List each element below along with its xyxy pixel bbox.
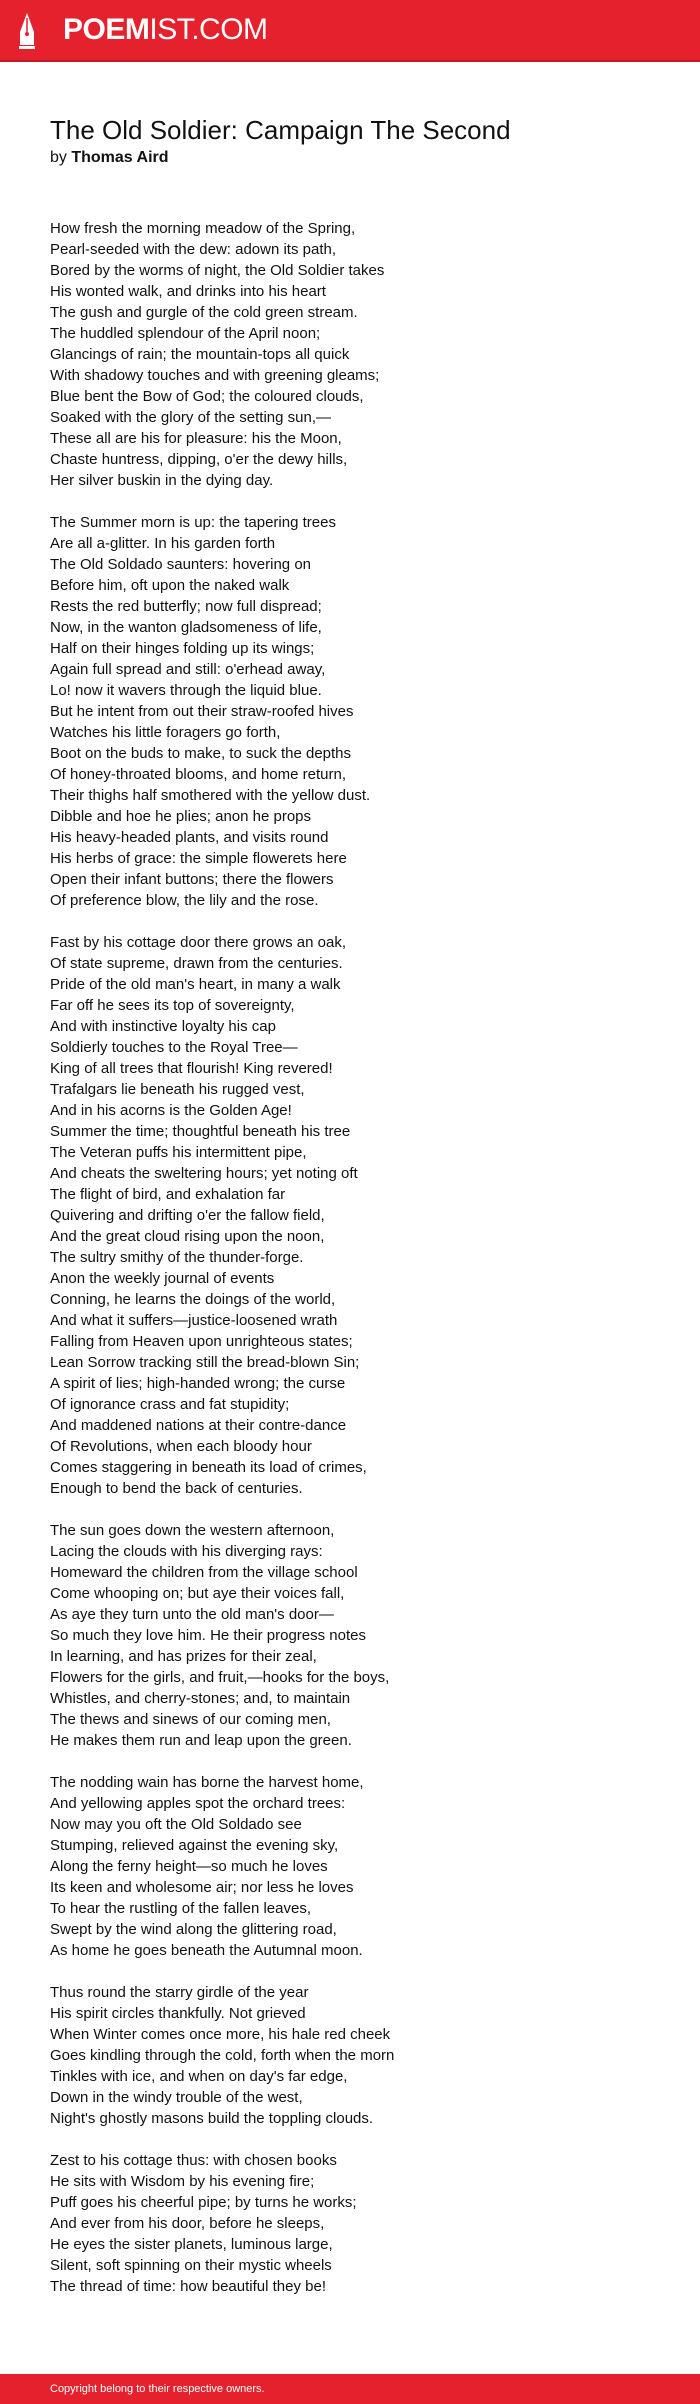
poem-line: Fast by his cottage door there grows an oak, bbox=[50, 934, 346, 951]
stanza bbox=[50, 512, 670, 911]
poem-line: Boot on the buds to make, to suck the depths bbox=[50, 745, 352, 762]
site-logo[interactable] bbox=[63, 13, 268, 47]
poem-line: Of honey-throated blooms, and home return, bbox=[50, 766, 347, 783]
poem-line: Of Revolutions, when each bloody hour bbox=[50, 1438, 312, 1455]
pen-nib-icon bbox=[17, 12, 37, 50]
poem-line: Its keen and wholesome air; nor less he loves bbox=[50, 1879, 354, 1896]
poem-line: Come whooping on; but aye their voices fall, bbox=[50, 1585, 345, 1602]
poem-line: Pearl-seeded with the dew: adown its path, bbox=[50, 241, 337, 258]
stanza bbox=[50, 932, 670, 1499]
poem-line: Anon the weekly journal of events bbox=[50, 1270, 275, 1287]
poem-line: The Old Soldado saunters: hovering on bbox=[50, 556, 311, 573]
poem-line: Before him, oft upon the naked walk bbox=[50, 577, 290, 594]
poem-line: Of ignorance crass and fat stupidity; bbox=[50, 1396, 290, 1413]
poem-body bbox=[50, 218, 670, 2318]
site-header bbox=[0, 0, 700, 62]
author-name[interactable]: Thomas Aird bbox=[71, 149, 169, 166]
poem-line: Night's ghostly masons build the toppling clouds. bbox=[50, 2110, 374, 2127]
poem-line: And cheats the sweltering hours; yet noting oft bbox=[50, 1165, 358, 1182]
poem-line: Stumping, relieved against the evening sky, bbox=[50, 1837, 339, 1854]
poem-line: The thread of time: how beautiful they be! bbox=[50, 2278, 326, 2295]
poem-line: These all are his for pleasure: his the Moon, bbox=[50, 430, 342, 447]
poem-line: The Summer morn is up: the tapering trees bbox=[50, 514, 336, 531]
poem-line: Bored by the worms of night, the Old Soldier takes bbox=[50, 262, 385, 279]
poem-line: Comes staggering in beneath its load of crimes, bbox=[50, 1459, 367, 1476]
stanza bbox=[50, 1520, 670, 1751]
poem-line: The flight of bird, and exhalation far bbox=[50, 1186, 286, 1203]
stanza bbox=[50, 218, 670, 491]
poem-line: Soaked with the glory of the setting sun,— bbox=[50, 409, 331, 426]
poem-line: Pride of the old man's heart, in many a walk bbox=[50, 976, 341, 993]
poem-line: To hear the rustling of the fallen leaves, bbox=[50, 1900, 311, 1917]
poem-line: Glancings of rain; the mountain-tops all quick bbox=[50, 346, 350, 363]
poem-line: And maddened nations at their contre-dance bbox=[50, 1417, 347, 1434]
poem-line: Summer the time; thoughtful beneath his tree bbox=[50, 1123, 351, 1140]
poem-line: Again full spread and still: o'erhead away, bbox=[50, 661, 326, 678]
byline bbox=[50, 147, 169, 169]
poem-line: Open their infant buttons; there the flowers bbox=[50, 871, 334, 888]
poem-line: Soldierly touches to the Royal Tree— bbox=[50, 1039, 298, 1056]
logo-light-text: IST.COM bbox=[149, 13, 268, 46]
poem-line: Now may you oft the Old Soldado see bbox=[50, 1816, 302, 1833]
poem-line: Zest to his cottage thus: with chosen books bbox=[50, 2152, 337, 2169]
poem-line: His herbs of grace: the simple flowerets here bbox=[50, 850, 347, 867]
poem-line: And ever from his door, before he sleeps, bbox=[50, 2215, 325, 2232]
poem-line: Now, in the wanton gladsomeness of life, bbox=[50, 619, 322, 636]
poem-line: Watches his little foragers go forth, bbox=[50, 724, 281, 741]
poem-line: Rests the red butterfly; now full dispread; bbox=[50, 598, 322, 615]
poem-line: The Veteran puffs his intermittent pipe, bbox=[50, 1144, 307, 1161]
poem-line: And with instinctive loyalty his cap bbox=[50, 1018, 276, 1035]
poem-line: Are all a-glitter. In his garden forth bbox=[50, 535, 276, 552]
poem-line: When Winter comes once more, his hale red cheek bbox=[50, 2026, 391, 2043]
poem-line: And in his acorns is the Golden Age! bbox=[50, 1102, 292, 1119]
poem-line: In learning, and has prizes for their zeal, bbox=[50, 1648, 317, 1665]
poem-line: And the great cloud rising upon the noon, bbox=[50, 1228, 325, 1245]
poem-line: The sultry smithy of the thunder-forge. bbox=[50, 1249, 304, 1266]
poem-line: And yellowing apples spot the orchard trees: bbox=[50, 1795, 346, 1812]
poem-line: His spirit circles thankfully. Not grieved bbox=[50, 2005, 306, 2022]
poem-line: He sits with Wisdom by his evening fire; bbox=[50, 2173, 315, 2190]
poem-line: Half on their hinges folding up its wings; bbox=[50, 640, 315, 657]
poem-line: The huddled splendour of the April noon; bbox=[50, 325, 321, 342]
poem-line: Lacing the clouds with his diverging rays: bbox=[50, 1543, 323, 1560]
site-footer bbox=[0, 2374, 700, 2404]
poem-title: The Old Soldier: Campaign The Second bbox=[50, 115, 511, 145]
poem-line: Her silver buskin in the dying day. bbox=[50, 472, 274, 489]
poem-line: Silent, soft spinning on their mystic wheels bbox=[50, 2257, 332, 2274]
poem-line: The thews and sinews of our coming men, bbox=[50, 1711, 331, 1728]
poem-line: Tinkles with ice, and when on day's far edge, bbox=[50, 2068, 348, 2085]
poem-line: Whistles, and cherry-stones; and, to maintain bbox=[50, 1690, 351, 1707]
poem-line: Quivering and drifting o'er the fallow field, bbox=[50, 1207, 325, 1224]
poem-line: And what it suffers—justice-loosened wrath bbox=[50, 1312, 338, 1329]
poem-line: Homeward the children from the village school bbox=[50, 1564, 358, 1581]
copyright-notice: Copyright belong to their respective owners. bbox=[50, 2383, 265, 2395]
poem-line: Conning, he learns the doings of the world, bbox=[50, 1291, 336, 1308]
poem-line: Lean Sorrow tracking still the bread-blown Sin; bbox=[50, 1354, 360, 1371]
poem-line: But he intent from out their straw-roofed hives bbox=[50, 703, 354, 720]
poem-line: He makes them run and leap upon the green. bbox=[50, 1732, 352, 1749]
poem-line: Flowers for the girls, and fruit,—hooks for the boys, bbox=[50, 1669, 390, 1686]
poem-line: Chaste huntress, dipping, o'er the dewy hills, bbox=[50, 451, 348, 468]
poem-line: He eyes the sister planets, luminous large, bbox=[50, 2236, 333, 2253]
stanza bbox=[50, 1772, 670, 1961]
poem-line: Down in the windy trouble of the west, bbox=[50, 2089, 303, 2106]
poem-line: Of preference blow, the lily and the rose. bbox=[50, 892, 319, 909]
poem-line: Far off he sees its top of sovereignty, bbox=[50, 997, 295, 1014]
poem-line: The sun goes down the western afternoon, bbox=[50, 1522, 335, 1539]
poem-line: Thus round the starry girdle of the year bbox=[50, 1984, 309, 2001]
poem-line: Trafalgars lie beneath his rugged vest, bbox=[50, 1081, 305, 1098]
poem-line: Their thighs half smothered with the yellow dust. bbox=[50, 787, 371, 804]
poem-line: So much they love him. He their progress notes bbox=[50, 1627, 366, 1644]
poem-line: Lo! now it wavers through the liquid blue. bbox=[50, 682, 322, 699]
poem-line: His wonted walk, and drinks into his heart bbox=[50, 283, 326, 300]
poem-line: Swept by the wind along the glittering road, bbox=[50, 1921, 337, 1938]
logo-bold-text: POEM bbox=[63, 13, 150, 46]
by-label: by bbox=[50, 149, 67, 166]
poem-line: As home he goes beneath the Autumnal moon. bbox=[50, 1942, 363, 1959]
poem-line: How fresh the morning meadow of the Spring, bbox=[50, 220, 356, 237]
poem-line: As aye they turn unto the old man's door— bbox=[50, 1606, 334, 1623]
poem-line: Blue bent the Bow of God; the coloured clouds, bbox=[50, 388, 364, 405]
stanza bbox=[50, 2150, 670, 2297]
poem-line: The gush and gurgle of the cold green stream. bbox=[50, 304, 358, 321]
poem-line: With shadowy touches and with greening gleams; bbox=[50, 367, 380, 384]
poem-line: Along the ferny height—so much he loves bbox=[50, 1858, 328, 1875]
stanza bbox=[50, 1982, 670, 2129]
poem-line: Enough to bend the back of centuries. bbox=[50, 1480, 303, 1497]
poem-line: Puff goes his cheerful pipe; by turns he works; bbox=[50, 2194, 357, 2211]
poem-line: Dibble and hoe he plies; anon he props bbox=[50, 808, 312, 825]
poem-line: A spirit of lies; high-handed wrong; the curse bbox=[50, 1375, 346, 1392]
poem-line: Falling from Heaven upon unrighteous states; bbox=[50, 1333, 353, 1350]
poem-line: His heavy-headed plants, and visits round bbox=[50, 829, 329, 846]
poem-line: King of all trees that flourish! King revered! bbox=[50, 1060, 333, 1077]
poem-line: Goes kindling through the cold, forth when the morn bbox=[50, 2047, 395, 2064]
poem-line: The nodding wain has borne the harvest home, bbox=[50, 1774, 364, 1791]
poem-line: Of state supreme, drawn from the centuries. bbox=[50, 955, 343, 972]
